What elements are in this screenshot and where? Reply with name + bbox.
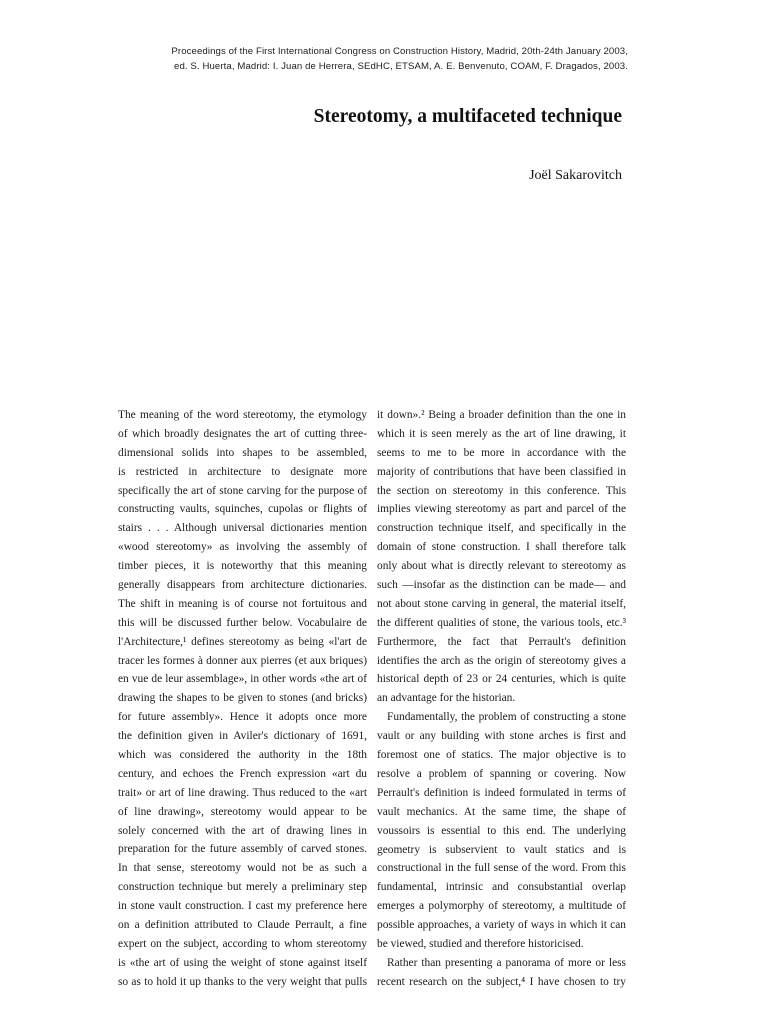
- left-column: [118, 406, 367, 992]
- paper-title: Stereotomy, a multifaceted technique: [313, 106, 622, 127]
- text-line: which it is seen merely as the art of line drawing, it: [377, 427, 626, 440]
- text-line: resolve a problem of spanning or covering. Now: [377, 767, 626, 780]
- text-line: century, and echoes the French expression «art du: [118, 767, 367, 780]
- text-line: of which broadly designates the art of cutting three-: [118, 427, 367, 440]
- text-line: on a definition attributed to Claude Perrault, a fine: [118, 919, 367, 932]
- text-line: In that sense, stereotomy would not be as such a: [118, 862, 367, 875]
- proceedings-header: [148, 44, 628, 74]
- proceedings-line: Proceedings of the First International Congress on Construction History, Madrid, 20th-24th January 2003,: [171, 46, 628, 57]
- text-line: preparation for the future assembly of carved stones.: [118, 843, 367, 856]
- text-line: the definition given in Aviler's dictionary of 1691,: [118, 730, 367, 743]
- text-line: which was considered the authority in the 18th: [118, 749, 367, 762]
- text-line: recent research on the subject,⁴ I have chosen to try: [377, 975, 626, 988]
- text-line: The meaning of the word stereotomy, the etymology: [118, 409, 367, 421]
- text-line: solely concerned with the art of drawing lines in: [118, 824, 367, 837]
- text-line: the section on stereotomy in this conference. This: [377, 484, 626, 497]
- text-line: trait» or art of line drawing. Thus reduced to the «art: [118, 786, 367, 799]
- text-line: not about stone carving in general, the material itself,: [377, 597, 626, 610]
- text-line: for future assembly». Hence it adopts once more: [118, 711, 367, 724]
- text-line: tracer les formes à donner aux pierres (et aux briques): [118, 654, 367, 667]
- text-line: The shift in meaning is of course not fortuitous and: [118, 597, 367, 610]
- text-line: implies viewing stereotomy as part and parcel of the: [377, 503, 626, 516]
- text-line: «wood stereotomy» as involving the assembly of: [118, 541, 367, 554]
- text-line: possible approaches, a variety of ways in which it can: [377, 919, 626, 932]
- text-line: an advantage for the historian.: [377, 692, 516, 705]
- text-line: of line drawing», stereotomy would appear to be: [118, 805, 367, 818]
- text-line: domain of stone construction. I shall therefore talk: [377, 541, 626, 554]
- text-line: geometry is subservient to vault statics and is: [377, 843, 626, 856]
- text-line: constructional in the full sense of the word. From this: [377, 862, 626, 875]
- text-line: in stone vault construction. I cast my preference here: [118, 900, 367, 913]
- text-line: voussoirs is essential to this end. The underlying: [377, 824, 626, 837]
- text-line: it down».² Being a broader definition than the one in: [377, 409, 626, 421]
- text-line: foremost one of statics. The major objective is to: [377, 749, 626, 762]
- text-line: vault or any building with stone arches is first and: [377, 730, 626, 743]
- text-line: stairs . . . Although universal dictionaries mention: [118, 522, 367, 535]
- text-line: identifies the arch as the origin of stereotomy gives a: [377, 654, 626, 667]
- text-line: dimensional solids into shapes to be assembled,: [118, 446, 367, 459]
- text-line: expert on the subject, according to whom stereotomy: [118, 937, 367, 950]
- text-line: specifically the art of stone carving for the purpose of: [118, 484, 367, 497]
- text-line: is «the art of using the weight of stone against itself: [118, 956, 367, 969]
- right-column: [377, 406, 626, 992]
- text-line: such —insofar as the distinction can be made— and: [377, 579, 626, 592]
- text-line: constructing vaults, squinches, cupolas or flights of: [118, 503, 367, 516]
- text-line: en vue de leur assemblage», in other words «the art of: [118, 673, 367, 686]
- text-line: construction technique but merely a preliminary step: [118, 881, 367, 894]
- text-line: Furthermore, the fact that Perrault's definition: [377, 635, 626, 648]
- text-line: Fundamentally, the problem of constructing a stone: [387, 711, 626, 724]
- text-line: majority of contributions that have been classified in: [377, 465, 626, 478]
- text-line: only about what is directly relevant to stereotomy as: [377, 560, 626, 573]
- text-line: be viewed, studied and therefore historicised.: [377, 937, 584, 950]
- proceedings-line: ed. S. Huerta, Madrid: I. Juan de Herrera, SEdHC, ETSAM, A. E. Benvenuto, COAM, F. Dragados, 2003.: [174, 61, 628, 72]
- text-line: drawing the shapes to be given to stones (and bricks): [118, 692, 367, 705]
- text-line: seems to me to be more in accordance with the: [377, 446, 626, 459]
- text-line: generally disappears from architecture dictionaries.: [118, 579, 367, 592]
- text-line: emerges a polymorphy of stereotomy, a multitude of: [377, 900, 626, 913]
- text-line: vault mechanics. At the same time, the shape of: [377, 805, 626, 818]
- text-line: Rather than presenting a panorama of more or less: [387, 956, 626, 969]
- text-line: so as to hold it up thanks to the very weight that pulls: [118, 975, 367, 988]
- text-line: fundamental, intrinsic and consubstantial overlap: [377, 881, 626, 894]
- text-line: is restricted in architecture to designate more: [118, 465, 367, 478]
- text-line: historical depth of 23 or 24 centuries, which is quite: [377, 673, 626, 686]
- text-line: Perrault's definition is indeed formulated in terms of: [377, 786, 626, 799]
- text-line: timber pieces, it is noteworthy that this meaning: [118, 560, 367, 573]
- author-name: Joël Sakarovitch: [529, 168, 622, 183]
- text-line: the different qualities of stone, the various tools, etc.³: [377, 616, 626, 629]
- text-line: this will be discussed further below. Vocabulaire de: [118, 616, 367, 629]
- text-line: l'Architecture,¹ defines stereotomy as being «l'art de: [118, 635, 367, 648]
- text-line: construction technique itself, and specifically in the: [377, 522, 626, 535]
